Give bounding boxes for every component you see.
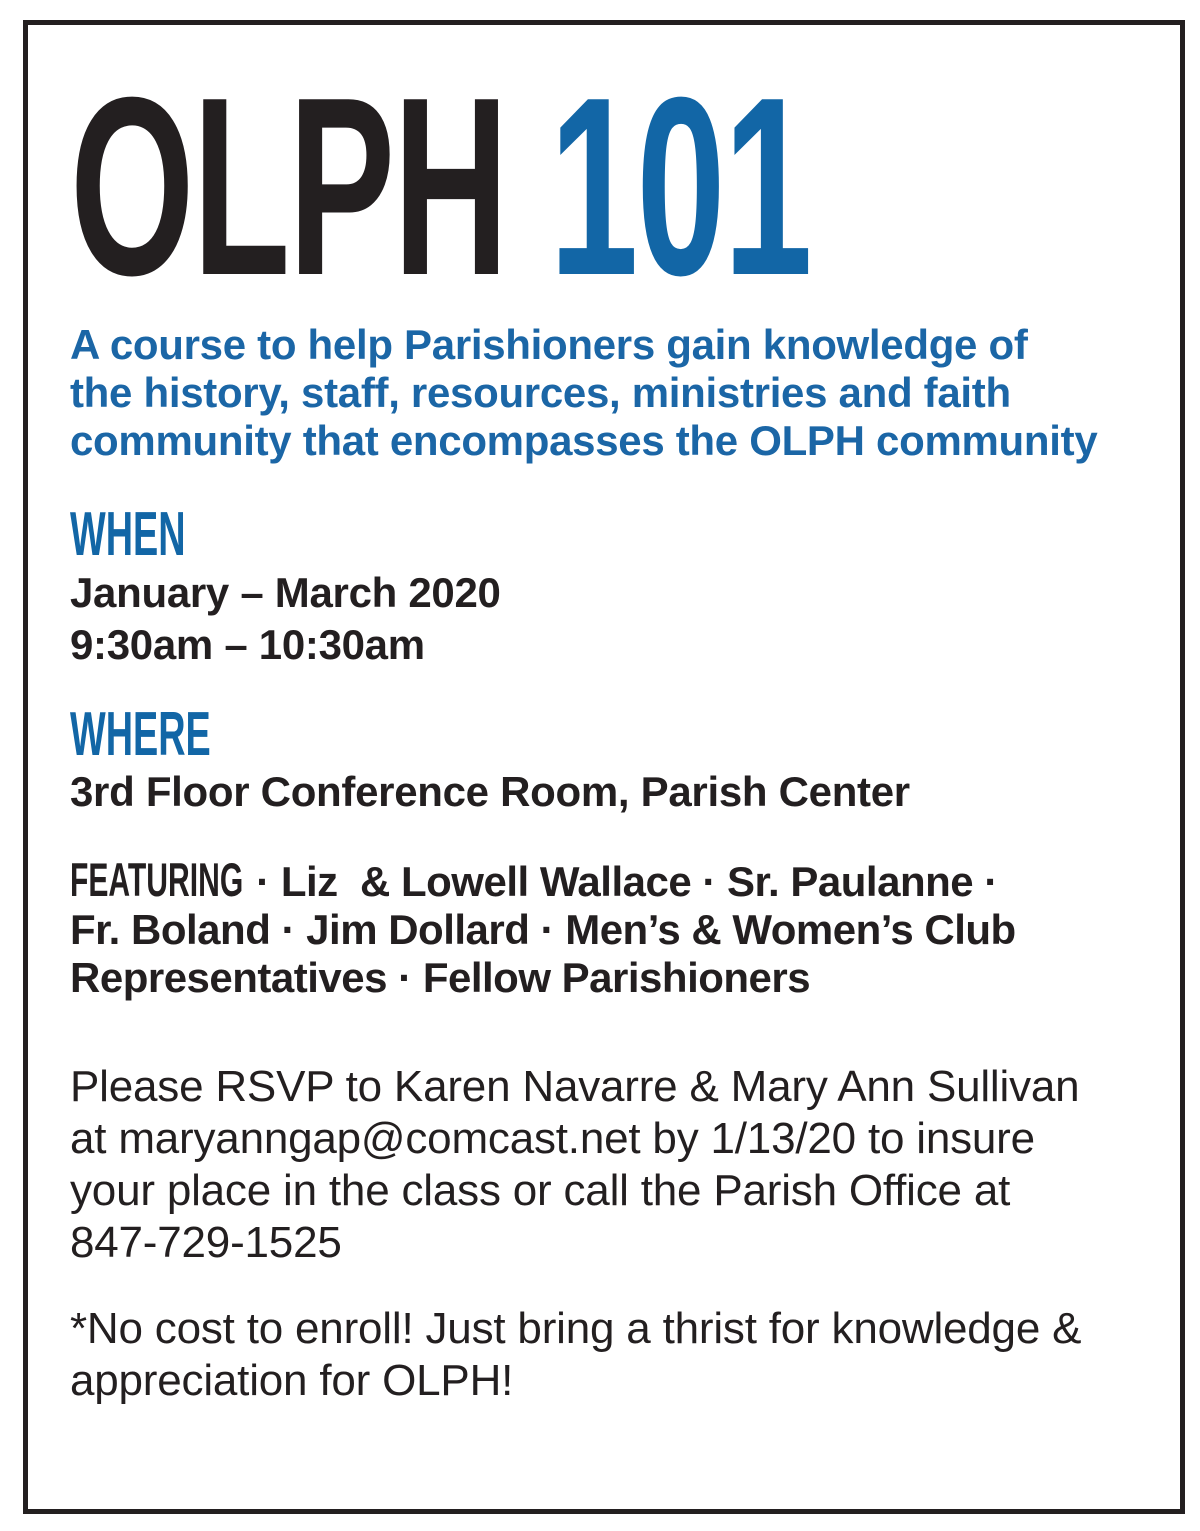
featuring-line — [70, 853, 1155, 906]
flyer-title — [70, 44, 811, 328]
rsvp-line-phone: 847-729-1525 — [70, 1218, 342, 1267]
title-word-101: 101 — [549, 44, 811, 328]
when-dates: January – March 2020 — [70, 569, 501, 616]
flyer-content — [70, 0, 1155, 1407]
featuring-heading-wrap — [70, 853, 245, 906]
rsvp-paragraph — [70, 1061, 1155, 1269]
when-heading: WHEN — [70, 500, 186, 569]
intro-paragraph — [70, 321, 1155, 465]
featuring-names: · Liz & Lowell Wallace · Sr. Paulanne · — [245, 858, 998, 905]
rsvp-line: your place in the class or call the Parish Office at — [70, 1166, 1011, 1215]
featuring-paragraph — [70, 853, 1155, 1002]
no-cost-note — [70, 1303, 1155, 1407]
when-details — [70, 567, 1155, 671]
rsvp-line: Please RSVP to Karen Navarre & Mary Ann Sullivan — [70, 1062, 1080, 1111]
featuring-line: Fr. Boland · Jim Dollard · Men’s & Women’s Club — [70, 906, 1016, 953]
where-heading: WHERE — [70, 700, 211, 769]
where-location: 3rd Floor Conference Room, Parish Center — [70, 768, 910, 815]
rsvp-line-email: at maryanngap@comcast.net by 1/13/20 to insure — [70, 1114, 1035, 1163]
featuring-heading: FEATURING — [70, 853, 244, 906]
when-times: 9:30am – 10:30am — [70, 621, 425, 668]
title-word-olph: OLPH — [70, 44, 507, 328]
intro-line: A course to help Parishioners gain knowledge of — [70, 321, 1028, 368]
featuring-line: Representatives · Fellow Parishioners — [70, 954, 811, 1001]
intro-line: the history, staff, resources, ministries and faith — [70, 369, 1011, 416]
note-line: appreciation for OLPH! — [70, 1356, 514, 1405]
note-line: *No cost to enroll! Just bring a thrist for knowledge & — [70, 1304, 1082, 1353]
where-details — [70, 766, 1155, 818]
intro-line: community that encompasses the OLPH community — [70, 417, 1098, 464]
